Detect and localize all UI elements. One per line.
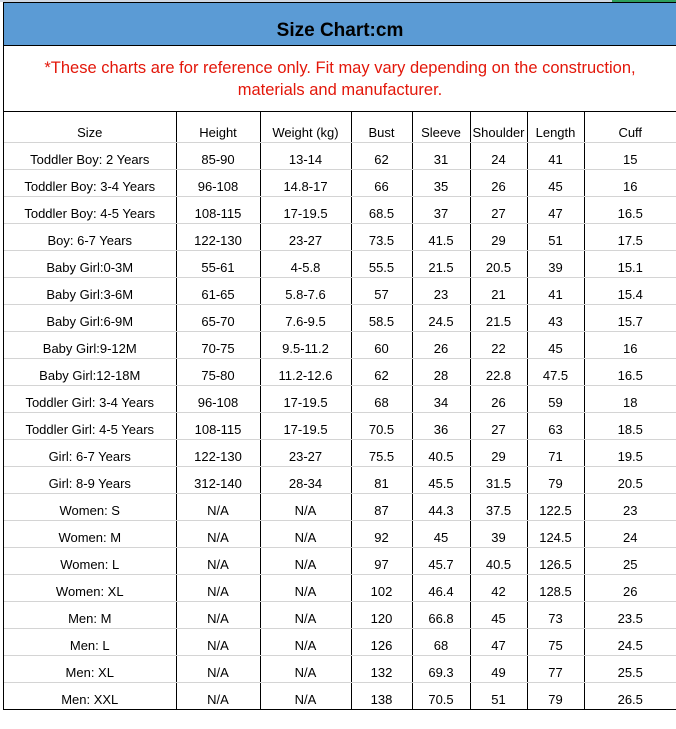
size-table-body <box>4 112 676 709</box>
table-row <box>4 412 676 439</box>
cell-cuff: 26.5 <box>617 692 643 707</box>
cell-weight: N/A <box>260 574 351 601</box>
cell-height: N/A <box>176 493 260 520</box>
cell-length: 45 <box>527 331 584 358</box>
cell-shoulder: 40.5 <box>470 547 527 574</box>
size-chart-sheet <box>3 2 676 710</box>
cell-size: Baby Girl:12-18M <box>4 358 176 385</box>
cell-shoulder: 26 <box>470 385 527 412</box>
cell-length: 51 <box>527 223 584 250</box>
cell-cuff: 15.4 <box>584 277 676 304</box>
cell-bust: 68.5 <box>351 196 412 223</box>
size-chart-title <box>4 2 676 46</box>
cell-length: 79 <box>527 682 584 709</box>
cell-sleeve: 31 <box>412 142 470 169</box>
cell-cuff: 25 <box>584 547 676 574</box>
cell-height: N/A <box>176 574 260 601</box>
cell-shoulder: 45 <box>470 601 527 628</box>
cell-size: Men: M <box>4 601 176 628</box>
cell-shoulder: 21.5 <box>470 304 527 331</box>
cell-bust: 126 <box>351 628 412 655</box>
cell-sleeve: 28 <box>412 358 470 385</box>
cell-length: 79 <box>527 466 584 493</box>
cell-height: N/A <box>176 628 260 655</box>
cell-size: Toddler Boy: 4-5 Years <box>4 196 176 223</box>
cell-sleeve: 34 <box>412 385 470 412</box>
table-row <box>4 223 676 250</box>
cell-sleeve: 26 <box>412 331 470 358</box>
cell-size: Women: XL <box>4 574 176 601</box>
cell-weight: N/A <box>260 547 351 574</box>
cell-size: Women: S <box>4 493 176 520</box>
cell-shoulder: 39 <box>470 520 527 547</box>
cell-bust: 62 <box>351 142 412 169</box>
cell-length: 41 <box>527 277 584 304</box>
cell-length: 128.5 <box>527 574 584 601</box>
table-row <box>4 331 676 358</box>
cell-bust: 92 <box>351 520 412 547</box>
cell-length: 47 <box>527 196 584 223</box>
cell-shoulder: 26 <box>470 169 527 196</box>
cell-sleeve: 24.5 <box>412 304 470 331</box>
table-row <box>4 277 676 304</box>
cell-bust: 120 <box>351 601 412 628</box>
cell-bust: 58.5 <box>351 304 412 331</box>
table-row <box>4 466 676 493</box>
table-row <box>4 682 676 709</box>
cell-height: N/A <box>176 655 260 682</box>
cell-cuff: 18 <box>584 385 676 412</box>
cell-sleeve: 70.5 <box>412 682 470 709</box>
cell-weight: 9.5-11.2 <box>260 331 351 358</box>
cell-sleeve: 37 <box>412 196 470 223</box>
cell-height: 108-115 <box>176 196 260 223</box>
cell-weight: 5.8-7.6 <box>260 277 351 304</box>
cell-height: N/A <box>176 601 260 628</box>
cell-shoulder: 27 <box>470 196 527 223</box>
cell-sleeve: 69.3 <box>412 655 470 682</box>
cell-size: Baby Girl:9-12M <box>4 331 176 358</box>
cell-height: 96-108 <box>176 169 260 196</box>
cell-size: Baby Girl:3-6M <box>4 277 176 304</box>
cell-height: 312-140 <box>176 466 260 493</box>
cell-weight: 17-19.5 <box>260 196 351 223</box>
cell-size: Men: L <box>4 628 176 655</box>
cell-cuff: 23.5 <box>584 601 676 628</box>
table-row <box>4 628 676 655</box>
cell-length: 77 <box>527 655 584 682</box>
cell-bust: 55.5 <box>351 250 412 277</box>
cell-height: 122-130 <box>176 223 260 250</box>
cell-cuff: 17.5 <box>584 223 676 250</box>
cell-cuff: 16.5 <box>584 196 676 223</box>
cell-height: 55-61 <box>176 250 260 277</box>
cell-size: Toddler Boy: 3-4 Years <box>4 169 176 196</box>
cell-size: Women: L <box>4 547 176 574</box>
cell-size: Baby Girl:6-9M <box>4 304 176 331</box>
table-row <box>4 574 676 601</box>
cell-shoulder: 29 <box>470 223 527 250</box>
cell-weight: 17-19.5 <box>260 412 351 439</box>
cell-length: 75 <box>527 628 584 655</box>
cell-length: 122.5 <box>527 493 584 520</box>
cell-shoulder: 47 <box>470 628 527 655</box>
cell-length: 43 <box>527 304 584 331</box>
cell-height: 96-108 <box>176 385 260 412</box>
cell-height: 122-130 <box>176 439 260 466</box>
cell-bust: 138 <box>351 682 412 709</box>
title-text: Size Chart:cm <box>276 20 404 41</box>
column-header-length: Length <box>527 112 584 142</box>
cell-cuff: 24.5 <box>584 628 676 655</box>
cell-size: Toddler Boy: 2 Years <box>4 142 176 169</box>
cell-weight: N/A <box>260 601 351 628</box>
cell-bust: 132 <box>351 655 412 682</box>
cell-sleeve: 45 <box>412 520 470 547</box>
size-table <box>4 112 676 709</box>
cell-length: 41 <box>527 142 584 169</box>
cell-bust: 73.5 <box>351 223 412 250</box>
cell-size: Baby Girl:0-3M <box>4 250 176 277</box>
cell-shoulder: 37.5 <box>470 493 527 520</box>
cell-size: Toddler Girl: 4-5 Years <box>4 412 176 439</box>
cell-bust: 60 <box>351 331 412 358</box>
cell-cuff: 23 <box>584 493 676 520</box>
cell-length: 124.5 <box>527 520 584 547</box>
cell-shoulder: 20.5 <box>470 250 527 277</box>
cell-weight: 11.2-12.6 <box>260 358 351 385</box>
table-row <box>4 385 676 412</box>
table-row <box>4 520 676 547</box>
reference-notice: *These charts are for reference only. Fit may vary depending on the construction, materials and manufacturer. <box>4 46 676 112</box>
table-header-row <box>4 112 676 142</box>
cell-shoulder: 29 <box>470 439 527 466</box>
column-header-sleeve: Sleeve <box>412 112 470 142</box>
cell-sleeve: 44.3 <box>412 493 470 520</box>
cell-sleeve: 35 <box>412 169 470 196</box>
cell-height: 108-115 <box>176 412 260 439</box>
cell-sleeve: 40.5 <box>412 439 470 466</box>
cell-shoulder: 49 <box>470 655 527 682</box>
cell-sleeve: 66.8 <box>412 601 470 628</box>
cell-weight: N/A <box>260 628 351 655</box>
cell-height: 75-80 <box>176 358 260 385</box>
cell-shoulder: 24 <box>470 142 527 169</box>
table-row <box>4 169 676 196</box>
cell-size: Men: XXL <box>4 682 176 709</box>
column-header-bust: Bust <box>351 112 412 142</box>
cell-sleeve: 68 <box>412 628 470 655</box>
cell-shoulder: 31.5 <box>470 466 527 493</box>
cell-cuff: 16 <box>584 169 676 196</box>
table-row <box>4 142 676 169</box>
table-row <box>4 196 676 223</box>
cell-size: Girl: 6-7 Years <box>4 439 176 466</box>
cell-length: 39 <box>527 250 584 277</box>
cell-sleeve: 45.5 <box>412 466 470 493</box>
cell-bust: 87 <box>351 493 412 520</box>
table-row <box>4 439 676 466</box>
cell-sleeve: 41.5 <box>412 223 470 250</box>
cell-height: N/A <box>176 547 260 574</box>
cell-bust: 75.5 <box>351 439 412 466</box>
cell-cuff: 24 <box>584 520 676 547</box>
cell-size: Toddler Girl: 3-4 Years <box>4 385 176 412</box>
cell-weight: N/A <box>260 520 351 547</box>
cell-shoulder: 21 <box>470 277 527 304</box>
cell-cuff: 16.5 <box>584 358 676 385</box>
cell-shoulder: 22 <box>470 331 527 358</box>
column-header-cuff: Cuff <box>584 112 676 142</box>
cell-length: 126.5 <box>527 547 584 574</box>
cell-weight: 23-27 <box>260 223 351 250</box>
table-row <box>4 601 676 628</box>
cell-bust: 68 <box>351 385 412 412</box>
cell-cuff: 15 <box>584 142 676 169</box>
cell-weight: 23-27 <box>260 439 351 466</box>
cell-weight: 14.8-17 <box>260 169 351 196</box>
cell-height: 61-65 <box>176 277 260 304</box>
cell-shoulder: 27 <box>470 412 527 439</box>
cell-cuff: 15.7 <box>584 304 676 331</box>
cell-weight: 28-34 <box>260 466 351 493</box>
cell-cuff: 18.5 <box>584 412 676 439</box>
cell-cuff: 19.5 <box>584 439 676 466</box>
cell-weight: 13-14 <box>260 142 351 169</box>
cell-height: 65-70 <box>176 304 260 331</box>
cell-size: Women: M <box>4 520 176 547</box>
cell-weight: N/A <box>260 655 351 682</box>
table-row <box>4 547 676 574</box>
cell-shoulder: 51 <box>470 682 527 709</box>
column-header-height: Height <box>176 112 260 142</box>
cell-shoulder: 22.8 <box>470 358 527 385</box>
cell-height: N/A <box>176 682 260 709</box>
cell-sleeve: 46.4 <box>412 574 470 601</box>
cell-weight: 4-5.8 <box>260 250 351 277</box>
cell-height: N/A <box>176 520 260 547</box>
cell-bust: 97 <box>351 547 412 574</box>
table-row <box>4 250 676 277</box>
cell-shoulder: 42 <box>470 574 527 601</box>
cell-size: Men: XL <box>4 655 176 682</box>
cell-cuff: 16 <box>584 331 676 358</box>
cell-sleeve: 45.7 <box>412 547 470 574</box>
column-header-size: Size <box>4 112 176 142</box>
table-row <box>4 655 676 682</box>
cell-bust: 62 <box>351 358 412 385</box>
cell-length: 73 <box>527 601 584 628</box>
cell-length: 71 <box>527 439 584 466</box>
table-row <box>4 358 676 385</box>
cell-length: 47.5 <box>527 358 584 385</box>
cell-weight: N/A <box>260 682 351 709</box>
cell-weight: 7.6-9.5 <box>260 304 351 331</box>
cell-size: Girl: 8-9 Years <box>4 466 176 493</box>
cell-cuff: 20.5 <box>584 466 676 493</box>
column-header-shoulder: Shoulder <box>470 112 527 142</box>
cell-weight: 17-19.5 <box>260 385 351 412</box>
cell-height: 70-75 <box>176 331 260 358</box>
table-row <box>4 493 676 520</box>
cell-sleeve: 36 <box>412 412 470 439</box>
cell-height: 85-90 <box>176 142 260 169</box>
cell-cuff: 15.1 <box>584 250 676 277</box>
cell-length: 63 <box>527 412 584 439</box>
cell-bust: 66 <box>351 169 412 196</box>
cell-size: Boy: 6-7 Years <box>4 223 176 250</box>
cell-cuff: 25.5 <box>584 655 676 682</box>
cell-bust: 57 <box>351 277 412 304</box>
cell-bust: 102 <box>351 574 412 601</box>
table-row <box>4 304 676 331</box>
cell-cuff: 26 <box>584 574 676 601</box>
cell-weight: N/A <box>260 493 351 520</box>
cell-bust: 81 <box>351 466 412 493</box>
column-header-weight: Weight (kg) <box>260 112 351 142</box>
cell-length: 59 <box>527 385 584 412</box>
cell-bust: 70.5 <box>351 412 412 439</box>
cell-length: 45 <box>527 169 584 196</box>
cell-sleeve: 21.5 <box>412 250 470 277</box>
cell-sleeve: 23 <box>412 277 470 304</box>
